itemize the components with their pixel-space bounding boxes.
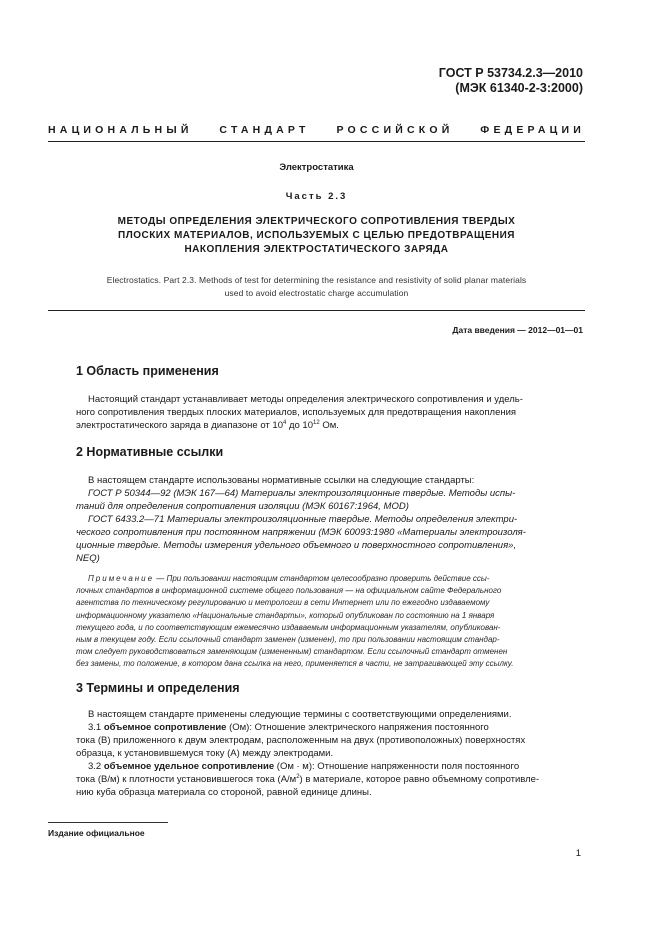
introduction-date: Дата введения — 2012—01—01 xyxy=(452,325,583,335)
title-rule xyxy=(48,310,585,311)
text-line: тока (В/м) к плотности установившегося тока $(А/м^2)$ в материале, которое равно объемному сопротивле- xyxy=(76,773,540,785)
text-line: ного сопротивления твердых плоских материалов, используемых для предотвращения накопления xyxy=(76,407,517,418)
reference-line: ческого сопротивления при постоянном напряжении (МЭК 60093:1980 «Материалы электроизоля- xyxy=(76,527,526,538)
english-title xyxy=(48,274,585,300)
topic-title: Электростатика xyxy=(279,162,354,173)
note-line: ным в текущем году. Если ссылочный стандарт заменен (изменен), то при пользовании настоящим стандар- xyxy=(76,635,500,645)
note-line: лочных стандартов в информационной системе общего пользования — на официальном сайте Федерального xyxy=(76,586,502,596)
banner-word: НАЦИОНАЛЬНЫЙ xyxy=(48,124,193,136)
text-line: Настоящий стандарт устанавливает методы определения электрического сопротивления и удель- xyxy=(88,394,523,405)
text-line: электростатического заряда в диапазоне от $10^4$ до $10^{12}$ Ом. xyxy=(76,419,339,431)
page-number: 1 xyxy=(575,848,581,859)
term-3-2-line: 3.2 объемное удельное сопротивление (Ом · м): Отношение напряженности поля постоянного xyxy=(88,761,520,772)
footer-rule xyxy=(48,822,168,823)
note-line: текущего года, и по соответствующим ежемесячно издаваемым информационным указателям, опубликован- xyxy=(76,622,501,632)
reference-line: таний для определения сопротивления изоляции (МЭК 60167:1964, MOD) xyxy=(76,501,409,512)
gost-number: ГОСТ Р 53734.2.3—2010 xyxy=(438,66,583,80)
main-title-line: ПЛОСКИХ МАТЕРИАЛОВ, ИСПОЛЬЗУЕМЫХ С ЦЕЛЬЮ ПРЕДОТВРАЩЕНИЯ xyxy=(118,230,515,241)
standard-number-block xyxy=(439,66,583,96)
banner-word: СТАНДАРТ xyxy=(219,124,310,136)
main-title-line: МЕТОДЫ ОПРЕДЕЛЕНИЯ ЭЛЕКТРИЧЕСКОГО СОПРОТИВЛЕНИЯ ТВЕРДЫХ xyxy=(117,216,516,227)
section-3-heading: 3 Термины и определения xyxy=(76,681,240,695)
note-line: агентства по техническому регулированию и метрологии в сети Интернет или по ежегодно издаваемому xyxy=(76,598,490,608)
note-line: Примечание — При пользовании настоящим стандартом целесообразно проверить действие ссы- xyxy=(88,574,490,583)
main-title-line: НАКОПЛЕНИЯ ЭЛЕКТРОСТАТИЧЕСКОГО ЗАРЯДА xyxy=(184,244,449,255)
reference-line: NEQ) xyxy=(76,553,100,564)
term-3-1-line: 3.1 объемное сопротивление (Ом): Отношение электрического напряжения постоянного xyxy=(88,722,489,733)
note-block xyxy=(76,573,583,671)
text-line: В настоящем стандарте использованы нормативные ссылки на следующие стандарты: xyxy=(88,475,475,486)
reference-line: ГОСТ 6433.2—71 Материалы электроизоляционные твердые. Методы определения электри- xyxy=(88,514,518,525)
section-2-heading: 2 Нормативные ссылки xyxy=(76,445,224,459)
reference-line: ГОСТ Р 50344—92 (МЭК 167—64) Материалы электроизоляционные твердые. Методы испы- xyxy=(88,488,516,499)
section-2-text xyxy=(76,474,583,565)
text-line: образца, к установившемуся току (А) между электродами. xyxy=(76,748,334,759)
note-line: информационному указателю «Национальные стандарты», который опубликован по состоянию на 1 января xyxy=(76,610,495,620)
banner-word: РОССИЙСКОЙ xyxy=(336,124,454,136)
term-3-1: объемное сопротивление xyxy=(103,722,227,733)
edition-label: Издание официальное xyxy=(48,828,145,838)
banner-word: ФЕДЕРАЦИИ xyxy=(480,124,585,136)
reference-line: ционные твердые. Методы измерения удельного объемного и поверхностного сопротивления», xyxy=(76,540,517,551)
note-line: том следует руководствоваться заменяющим (измененным) стандартом. Если ссылочный стандарт отменен xyxy=(76,647,508,657)
term-3-2: объемное удельное сопротивление xyxy=(103,761,275,772)
english-title-line: used to avoid electrostatic charge accumulation xyxy=(224,288,409,298)
text-line: В настоящем стандарте применены следующие термины с соответствующими определениями. xyxy=(88,709,512,720)
part-title: Часть 2.3 xyxy=(285,191,348,202)
section-1-text xyxy=(76,393,583,432)
english-title-line: Electrostatics. Part 2.3. Methods of test for determining the resistance and resistivity of solid planar materials xyxy=(106,275,527,285)
section-3-text xyxy=(76,708,583,799)
national-standard-banner xyxy=(48,124,585,136)
text-line: тока (В) приложенного к двум электродам, расположенным на двух (противоположных) поверхностях xyxy=(76,735,526,746)
text-line: нию куба образца материала со стороной, равной единице длины. xyxy=(76,787,372,798)
section-1-heading: 1 Область применения xyxy=(76,364,219,378)
banner-rule xyxy=(48,141,585,142)
main-title xyxy=(48,215,585,257)
iec-number: (МЭК 61340-2-3:2000) xyxy=(455,81,583,95)
note-line: без замены, то положение, в котором дана ссылка на него, применяется в части, не затрагивающей эту ссылку. xyxy=(76,659,514,669)
